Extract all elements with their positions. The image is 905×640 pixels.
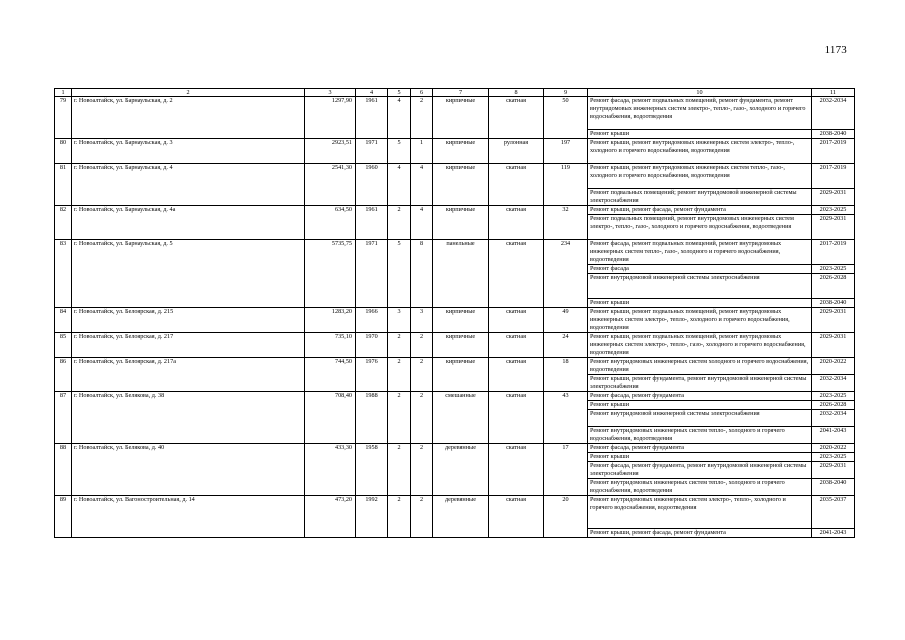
flats-cell: 43 (544, 392, 588, 444)
repair-work-cell: Ремонт внутридомовых инженерных систем холодного и горячего водоснабжения, водоотведения (588, 358, 812, 375)
flats-cell: 20 (544, 496, 588, 538)
entrances-cell: 2 (411, 496, 433, 538)
repair-work-cell: Ремонт фасада, ремонт фундамента (588, 392, 812, 401)
address-cell: г. Новоалтайск, ул. Барнаульская, д. 3 (72, 139, 305, 164)
repair-period-cell: 2029-2031 (812, 462, 855, 479)
table-row (55, 164, 855, 189)
wall-material-cell: деревянные (433, 496, 489, 538)
year-cell: 1992 (356, 496, 388, 538)
entrances-cell: 4 (411, 164, 433, 206)
repair-period-cell: 2041-2043 (812, 427, 855, 444)
column-number: 1 (55, 89, 72, 97)
repair-period-cell: 2029-2031 (812, 308, 855, 333)
floors-cell: 2 (388, 496, 411, 538)
flats-cell: 234 (544, 240, 588, 308)
building-number-cell: 88 (55, 444, 72, 496)
roof-type-cell: скатная (489, 444, 544, 496)
roof-type-cell: скатная (489, 358, 544, 392)
entrances-cell: 2 (411, 358, 433, 392)
table-row (55, 97, 855, 130)
repair-work-cell: Ремонт внутридомовых инженерных систем тепло-, холодного и горячего водоснабжения, водоотведения (588, 479, 812, 496)
repair-period-cell: 2029-2031 (812, 333, 855, 358)
year-cell: 1961 (356, 206, 388, 240)
address-cell: г. Новоалтайск, ул. Барнаульская, д. 2 (72, 97, 305, 139)
wall-material-cell: кирпичные (433, 333, 489, 358)
roof-type-cell: скатная (489, 240, 544, 308)
building-number-cell: 86 (55, 358, 72, 392)
flats-cell: 119 (544, 164, 588, 206)
column-number: 7 (433, 89, 489, 97)
entrances-cell: 8 (411, 240, 433, 308)
repair-work-cell: Ремонт фасада, ремонт подвальных помещений, ремонт фундамента, ремонт внутридомовых инженерных систем электро-, тепло-, газо-, холодного и горячего водоснабжения, водоотведения (588, 97, 812, 130)
wall-material-cell: кирпичные (433, 206, 489, 240)
repair-period-cell: 2032-2034 (812, 410, 855, 427)
table-row (55, 240, 855, 265)
flats-cell: 50 (544, 97, 588, 139)
column-number: 5 (388, 89, 411, 97)
repair-period-cell: 2029-2031 (812, 215, 855, 240)
repair-work-cell: Ремонт крыши, ремонт фундамента, ремонт внутридомовой инженерной системы электроснабжения (588, 375, 812, 392)
repair-period-cell: 2038-2040 (812, 299, 855, 308)
floors-cell: 5 (388, 240, 411, 308)
wall-material-cell: кирпичные (433, 308, 489, 333)
area-cell: 735,10 (305, 333, 356, 358)
entrances-cell: 2 (411, 333, 433, 358)
wall-material-cell: панельные (433, 240, 489, 308)
table-row (55, 496, 855, 529)
repair-work-cell: Ремонт внутридомовой инженерной системы электроснабжения (588, 410, 812, 427)
column-number: 10 (588, 89, 812, 97)
building-number-cell: 87 (55, 392, 72, 444)
year-cell: 1976 (356, 358, 388, 392)
column-number: 4 (356, 89, 388, 97)
address-cell: г. Новоалтайск, ул. Белякова, д. 38 (72, 392, 305, 444)
repair-period-cell: 2020-2022 (812, 444, 855, 453)
table-row (55, 333, 855, 358)
floors-cell: 5 (388, 139, 411, 164)
repair-work-cell: Ремонт фасада, ремонт подвальных помещений, ремонт внутридомовых инженерных систем тепло-, газо-, холодного и горячего водоснабжения, водоотведения (588, 240, 812, 265)
repair-work-cell: Ремонт крыши, ремонт внутридомовых инженерных систем электро-, тепло-, холодного и горячего водоснабжения, водоотведения (588, 139, 812, 164)
flats-cell: 49 (544, 308, 588, 333)
wall-material-cell: кирпичные (433, 164, 489, 206)
building-number-cell: 84 (55, 308, 72, 333)
building-number-cell: 89 (55, 496, 72, 538)
repair-period-cell: 2035-2037 (812, 496, 855, 529)
address-cell: г. Новоалтайск, ул. Барнаульская, д. 5 (72, 240, 305, 308)
table-row (55, 139, 855, 164)
repair-work-cell: Ремонт внутридомовой инженерной системы электроснабжения (588, 274, 812, 299)
flats-cell: 24 (544, 333, 588, 358)
column-number: 9 (544, 89, 588, 97)
floors-cell: 2 (388, 206, 411, 240)
repair-work-cell: Ремонт подвальных помещений, ремонт внутридомовых инженерных систем электро-, тепло-, газо-, холодного и горячего водоснабжения, водоотведения (588, 215, 812, 240)
repair-period-cell: 2023-2025 (812, 453, 855, 462)
table-row (55, 308, 855, 333)
roof-type-cell: скатная (489, 164, 544, 206)
entrances-cell: 2 (411, 97, 433, 139)
column-number: 11 (812, 89, 855, 97)
wall-material-cell: кирпичные (433, 139, 489, 164)
address-cell: г. Новоалтайск, ул. Вагоностроительная, д. 14 (72, 496, 305, 538)
area-cell: 1297,90 (305, 97, 356, 139)
repair-work-cell: Ремонт крыши, ремонт фасада, ремонт фундамента (588, 206, 812, 215)
table-row (55, 358, 855, 375)
address-cell: г. Новоалтайск, ул. Белоярская, д. 217 (72, 333, 305, 358)
repair-work-cell: Ремонт крыши (588, 299, 812, 308)
repair-period-cell: 2017-2019 (812, 139, 855, 164)
repair-period-cell: 2023-2025 (812, 206, 855, 215)
repair-schedule-table (54, 88, 855, 538)
building-number-cell: 79 (55, 97, 72, 139)
address-cell: г. Новоалтайск, ул. Белякова, д. 40 (72, 444, 305, 496)
roof-type-cell: рулонная (489, 139, 544, 164)
flats-cell: 197 (544, 139, 588, 164)
repair-work-cell: Ремонт крыши, ремонт фасада, ремонт фундамента (588, 529, 812, 538)
repair-work-cell: Ремонт крыши, ремонт подвальных помещений, ремонт внутридомовых инженерных систем электро-, тепло-, газо-, холодного и горячего водоснабжения, водоотведения (588, 333, 812, 358)
repair-work-cell: Ремонт внутридомовых инженерных систем тепло-, холодного и горячего водоснабжения, водоотведения (588, 427, 812, 444)
building-number-cell: 82 (55, 206, 72, 240)
flats-cell: 17 (544, 444, 588, 496)
building-number-cell: 83 (55, 240, 72, 308)
address-cell: г. Новоалтайск, ул. Барнаульская, д. 4а (72, 206, 305, 240)
building-number-cell: 81 (55, 164, 72, 206)
repair-period-cell: 2029-2031 (812, 189, 855, 206)
wall-material-cell: кирпичные (433, 97, 489, 139)
wall-material-cell: деревянные (433, 444, 489, 496)
area-cell: 433,30 (305, 444, 356, 496)
address-cell: г. Новоалтайск, ул. Белоярская, д. 215 (72, 308, 305, 333)
repair-period-cell: 2023-2025 (812, 392, 855, 401)
wall-material-cell: смешанные (433, 392, 489, 444)
building-number-cell: 85 (55, 333, 72, 358)
table-body (55, 89, 855, 538)
wall-material-cell: кирпичные (433, 358, 489, 392)
column-number: 2 (72, 89, 305, 97)
area-cell: 708,40 (305, 392, 356, 444)
roof-type-cell: скатная (489, 97, 544, 139)
year-cell: 1971 (356, 240, 388, 308)
roof-type-cell: скатная (489, 496, 544, 538)
entrances-cell: 2 (411, 444, 433, 496)
repair-work-cell: Ремонт крыши, ремонт внутридомовых инженерных систем тепло-, газо-, холодного и горячего водоснабжения, водоотведения (588, 164, 812, 189)
repair-work-cell: Ремонт фасада, ремонт фундамента (588, 444, 812, 453)
repair-period-cell: 2026-2028 (812, 401, 855, 410)
page-number: 1173 (824, 44, 847, 56)
column-number: 3 (305, 89, 356, 97)
roof-type-cell: скатная (489, 392, 544, 444)
column-number: 8 (489, 89, 544, 97)
repair-period-cell: 2038-2040 (812, 479, 855, 496)
repair-work-cell: Ремонт внутридомовых инженерных систем электро-, тепло-, холодного и горячего водоснабжения, водоотведения (588, 496, 812, 529)
flats-cell: 32 (544, 206, 588, 240)
entrances-cell: 2 (411, 392, 433, 444)
flats-cell: 18 (544, 358, 588, 392)
repair-work-cell: Ремонт крыши, ремонт подвальных помещений, ремонт внутридомовых инженерных систем электро-, тепло-, холодного и горячего водоснабжения, водоотведения (588, 308, 812, 333)
repair-period-cell: 2017-2019 (812, 164, 855, 189)
floors-cell: 2 (388, 358, 411, 392)
year-cell: 1960 (356, 164, 388, 206)
repair-work-cell: Ремонт крыши (588, 130, 812, 139)
repair-work-cell: Ремонт крыши (588, 401, 812, 410)
table-row (55, 444, 855, 453)
repair-period-cell: 2038-2040 (812, 130, 855, 139)
area-cell: 2541,30 (305, 164, 356, 206)
table-row (55, 392, 855, 401)
entrances-cell: 3 (411, 308, 433, 333)
area-cell: 5735,75 (305, 240, 356, 308)
floors-cell: 4 (388, 164, 411, 206)
area-cell: 2923,51 (305, 139, 356, 164)
entrances-cell: 4 (411, 206, 433, 240)
building-number-cell: 80 (55, 139, 72, 164)
repair-period-cell: 2041-2043 (812, 529, 855, 538)
repair-period-cell: 2026-2028 (812, 274, 855, 299)
repair-period-cell: 2017-2019 (812, 240, 855, 265)
table-row (55, 206, 855, 215)
repair-period-cell: 2023-2025 (812, 265, 855, 274)
column-number-row (55, 89, 855, 97)
area-cell: 1283,20 (305, 308, 356, 333)
year-cell: 1966 (356, 308, 388, 333)
address-cell: г. Новоалтайск, ул. Белоярская, д. 217а (72, 358, 305, 392)
floors-cell: 3 (388, 308, 411, 333)
roof-type-cell: скатная (489, 308, 544, 333)
floors-cell: 2 (388, 392, 411, 444)
repair-work-cell: Ремонт фасада, ремонт фундамента, ремонт внутридомовой инженерной системы электроснабжения (588, 462, 812, 479)
area-cell: 473,20 (305, 496, 356, 538)
area-cell: 744,50 (305, 358, 356, 392)
year-cell: 1988 (356, 392, 388, 444)
repair-period-cell: 2020-2022 (812, 358, 855, 375)
roof-type-cell: скатная (489, 206, 544, 240)
floors-cell: 4 (388, 97, 411, 139)
year-cell: 1961 (356, 97, 388, 139)
address-cell: г. Новоалтайск, ул. Барнаульская, д. 4 (72, 164, 305, 206)
entrances-cell: 1 (411, 139, 433, 164)
roof-type-cell: скатная (489, 333, 544, 358)
column-number: 6 (411, 89, 433, 97)
floors-cell: 2 (388, 444, 411, 496)
repair-period-cell: 2032-2034 (812, 375, 855, 392)
floors-cell: 2 (388, 333, 411, 358)
repair-work-cell: Ремонт крыши (588, 453, 812, 462)
area-cell: 634,50 (305, 206, 356, 240)
repair-work-cell: Ремонт подвальных помещений; ремонт внутридомовой инженерной системы электроснабжения (588, 189, 812, 206)
year-cell: 1958 (356, 444, 388, 496)
repair-period-cell: 2032-2034 (812, 97, 855, 130)
year-cell: 1971 (356, 139, 388, 164)
year-cell: 1970 (356, 333, 388, 358)
repair-work-cell: Ремонт фасада (588, 265, 812, 274)
